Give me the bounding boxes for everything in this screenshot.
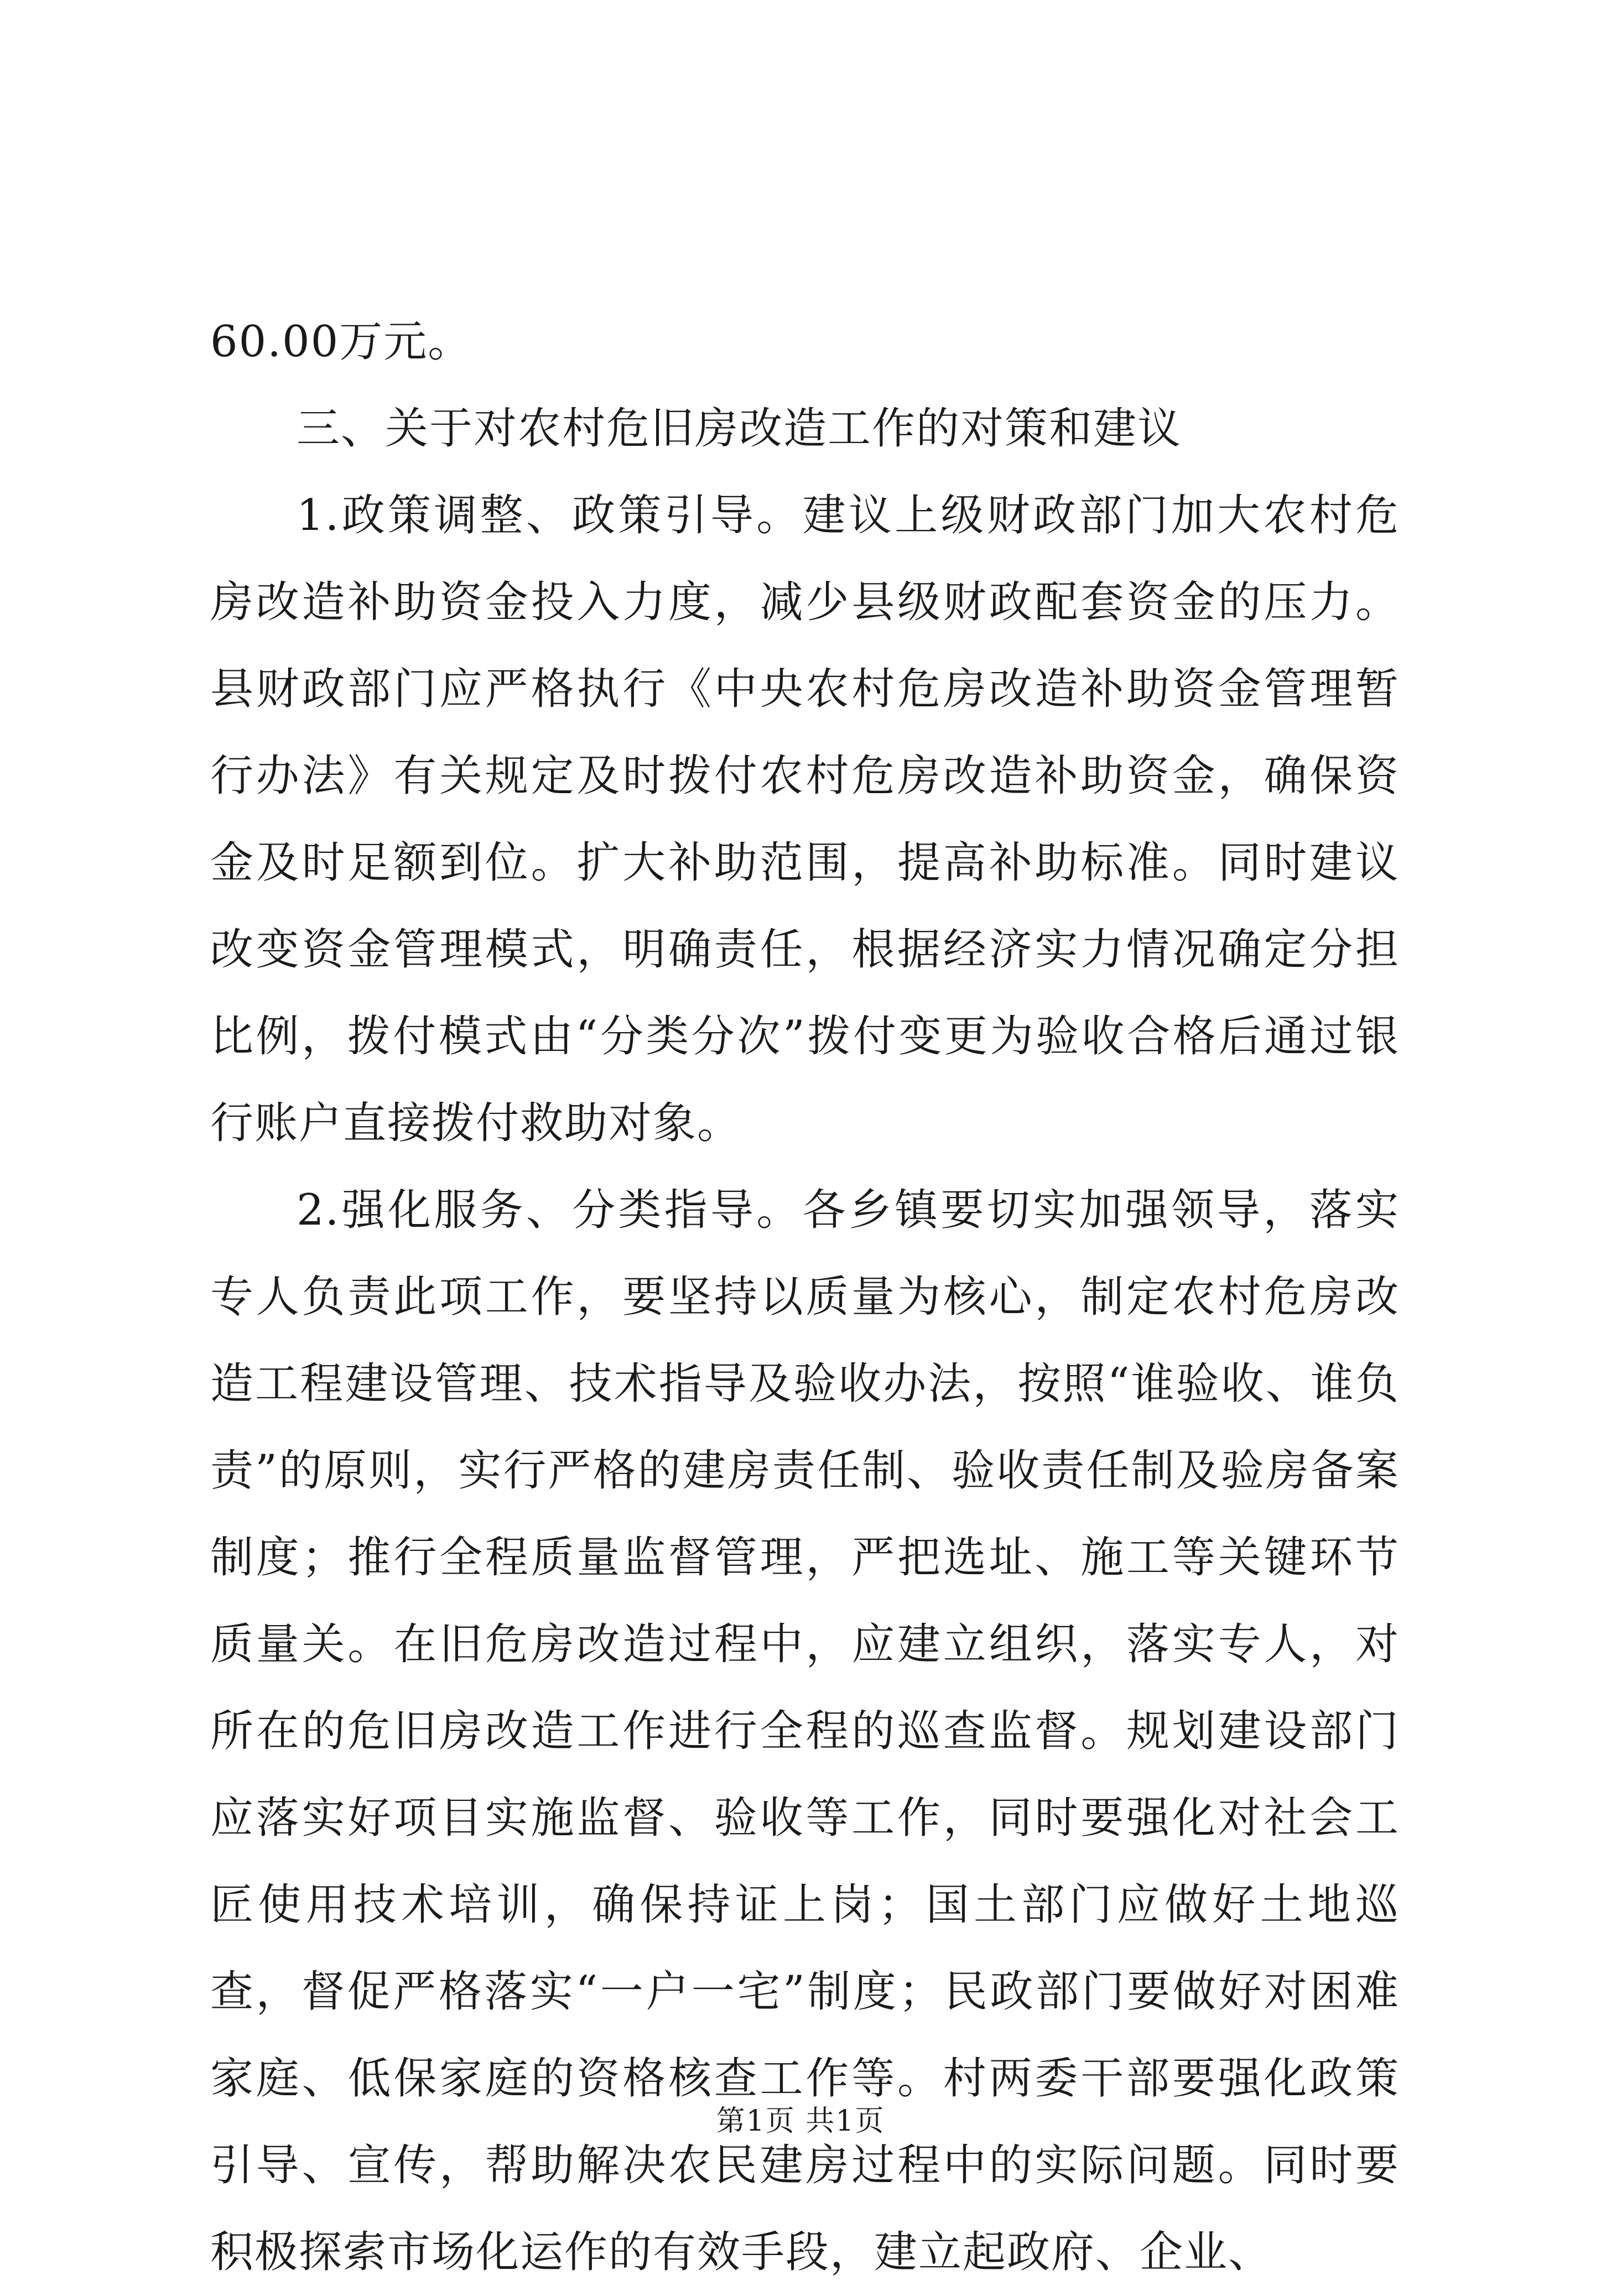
- paragraph-amount-continuation: 60.00万元。: [210, 317, 472, 367]
- document-body: [210, 299, 1400, 2296]
- paragraph-service-guidance: 2.强化服务、分类指导。各乡镇要切实加强领导，落实专人负责此项工作，要坚持以质量为核心，制定农村危房改造工程建设管理、技术指导及验收办法，按照“谁验收、谁负责”的原则，实行严格的建房责任制、验收责任制及验房备案制度；推行全程质量监督管理，严把选址、施工等关键环节质量关。在旧危房改造过程中，应建立组织，落实专人，对所在的危旧房改造工作进行全程的巡查监督。规划建设部门应落实好项目实施监督、验收等工作，同时要强化对社会工匠使用技术培训，确保持证上岗；国土部门应做好土地巡查，督促严格落实“一户一宅”制度；民政部门要做好对困难家庭、低保家庭的资格核查工作等。村两委干部要强化政策引导、宣传，帮助解决农民建房过程中的实际问题。同时要积极探索市场化运作的有效手段，建立起政府、企业、: [210, 1185, 1400, 2277]
- section-heading: 三、关于对农村危旧房改造工作的对策和建议: [297, 404, 1182, 454]
- page-footer: 第1页 共1页: [716, 2105, 885, 2138]
- paragraph-policy-adjustment: 1.政策调整、政策引导。建议上级财政部门加大农村危房改造补助资金投入力度，减少县级财政配套资金的压力。县财政部门应严格执行《中央农村危房改造补助资金管理暂行办法》有关规定及时拨付农村危房改造补助资金，确保资金及时足额到位。扩大补助范围，提高补助标准。同时建议改变资金管理模式，明确责任，根据经济实力情况确定分担比例，拨付模式由“分类分次”拨付变更为验收合格后通过银行账户直接拨付救助对象。: [210, 491, 1400, 1148]
